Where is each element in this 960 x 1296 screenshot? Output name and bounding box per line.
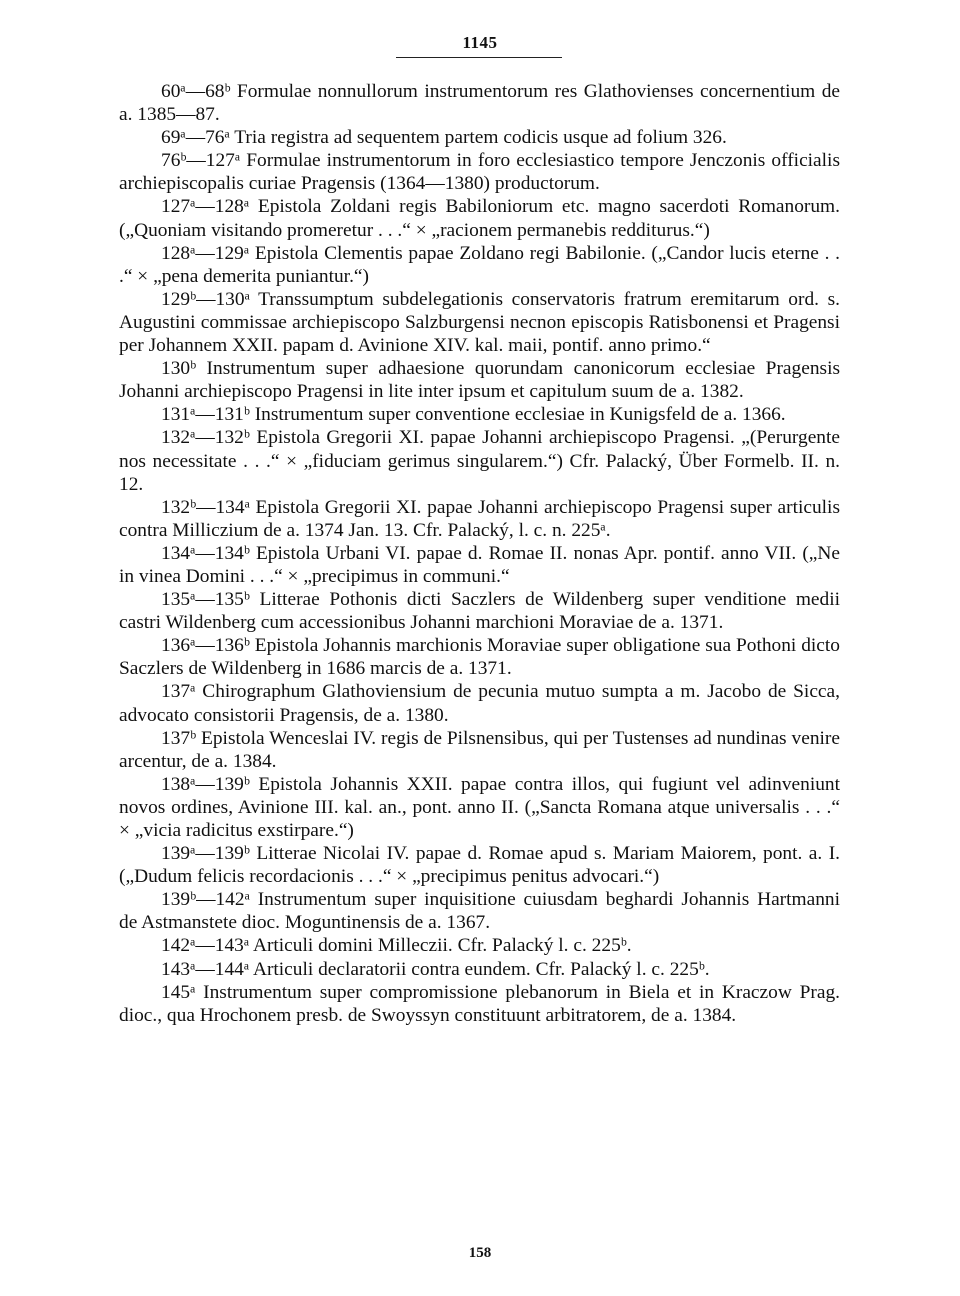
- entry-135a-135b: 135ᵃ—135ᵇ Litterae Pothonis dicti Saczlers de Wildenberg super venditione medii castri Wildenberg cum accessionibus Johanni marchioni Moraviae de a. 1371.: [119, 589, 840, 634]
- entry-138a-139b: 138ᵃ—139ᵇ Epistola Johannis XXII. papae contra illos, qui fugiunt vel adinveniunt novos ordines, Avinione III. kal. an., pont. anno II. („Sancta Romana atque universalis . . .“ × „vicia radicitus exstirpare.“): [119, 773, 840, 841]
- entry-129b-130a: 129ᵇ—130ᵃ Transsumptum subdelegationis conservatoris fratrum eremitarum ord. s. Augustini commissae archiepiscopo Salzburgensi necnon episcopis Ratisbonensi et Pragensi per Johannem XXII. papam d. Avinione XIV. kal. maii, pontif. anno primo.“: [119, 288, 840, 357]
- entry-132b-134a: 132ᵇ—134ᵃ Epistola Gregorii XI. papae Johanni archiepiscopo Pragensi super articulis contra Milliczium de a. 1374 Jan. 13. Cfr. Palacký, l. c. n. 225ᵃ.: [119, 496, 840, 541]
- entry-145a: 145ᵃ Instrumentum super compromissione plebanorum in Biela et in Kraczow Prag. dioc., qua Hrochonem presb. de Swoyssyn constituunt arbitratorem, de a. 1384.: [119, 981, 840, 1026]
- entry-142a-143a: 142ᵃ—143ᵃ Articuli domini Milleczii. Cfr. Palacký l. c. 225ᵇ.: [161, 935, 632, 957]
- entry-128a-129a: 128ᵃ—129ᵃ Epistola Clementis papae Zoldano regi Babilonie. („Candor lucis eterne . . .“ × „pena demerita puniantur.“): [119, 242, 840, 287]
- entry-143a-144a: 143ᵃ—144ᵃ Articuli declaratorii contra eundem. Cfr. Palacký l. c. 225ᵇ.: [161, 958, 710, 980]
- entry-130b: 130ᵇ Instrumentum super adhaesione quorundam canonicorum ecclesiae Pragensis Johanni archiepiscopo Pragensi in lite inter ipsum et capitulum suum de a. 1382.: [119, 358, 840, 403]
- header-rule: [396, 57, 562, 58]
- entry-76b-127a: 76ᵇ—127ᵃ Formulae instrumentorum in foro ecclesiastico tempore Jenczonis officialis archiepiscopalis curiae Pragensis (1364—1380) productorum.: [119, 150, 840, 195]
- entry-139b-142a: 139ᵇ—142ᵃ Instrumentum super inquisitione cuiusdam beghardi Johannis Hartmanni de Astmanstete dioc. Moguntinensis de a. 1367.: [119, 889, 840, 934]
- header-page-number: 1145: [462, 33, 498, 52]
- entry-131a-131b: 131ᵃ—131ᵇ Instrumentum super conventione ecclesiae in Kunigsfeld de a. 1366.: [161, 404, 786, 426]
- entry-132a-132b: 132ᵃ—132ᵇ Epistola Gregorii XI. papae Johanni archiepiscopo Pragensi. „(Perurgente nos necessitate . . .“ × „fiduciam gerimus singularem.“) Cfr. Palacký, Über Formelb. II. n. 12.: [119, 427, 840, 495]
- entry-60a-68b: 60ᵃ—68ᵇ Formulae nonnullorum instrumentorum res Glathovienses concernentium de a. 1385—87.: [119, 81, 840, 126]
- entry-134a-134b: 134ᵃ—134ᵇ Epistola Urbani VI. papae d. Romae II. nonas Apr. pontif. anno VII. („Ne in vinea Domini . . .“ × „precipimus in communi.“: [119, 542, 840, 587]
- entry-136a-136b: 136ᵃ—136ᵇ Epistola Johannis marchionis Moraviae super obligatione sua Pothoni dicto Saczlers de Wildenberg in 1686 marcis de a. 1371.: [119, 635, 840, 680]
- entry-137a: 137ᵃ Chirographum Glathoviensium de pecunia mutuo sumpta a m. Jacobo de Sicca, advocato consistorii Pragensis, de a. 1380.: [119, 681, 840, 726]
- entry-127a-128a: 127ᵃ—128ᵃ Epistola Zoldani regis Babiloniorum etc. magno sacerdoti Romanorum. („Quoniam visitando promeretur . . .“ × „racionem permanebis redditurus.“): [119, 196, 840, 241]
- entry-139a-139b: 139ᵃ—139ᵇ Litterae Nicolai IV. papae d. Romae apud s. Mariam Maiorem, pont. a. I. („Dudum felicis recordacionis . . .“ × „precipimus penitus advocari.“): [119, 843, 840, 888]
- footer-page-number: 158: [468, 1245, 492, 1261]
- entry-69a-76a: 69ᵃ—76ᵃ Tria registra ad sequentem partem codicis usque ad folium 326.: [161, 127, 727, 149]
- entry-list: [119, 80, 840, 1027]
- entry-137b: 137ᵇ Epistola Wenceslai IV. regis de Pilsnensibus, qui per Tustenses ad nundinas venire arcentur, de a. 1384.: [119, 727, 840, 772]
